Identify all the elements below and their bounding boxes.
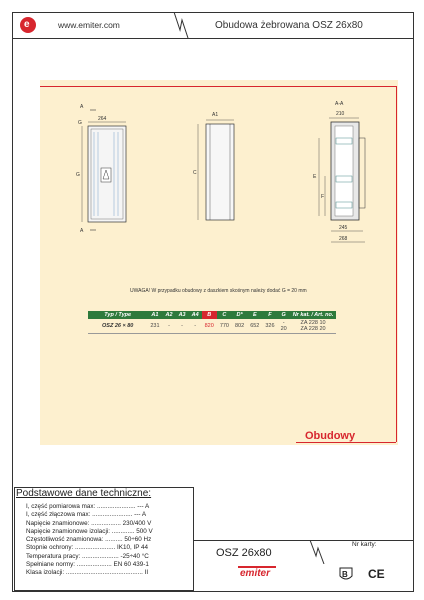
cell-g-1: - xyxy=(282,320,285,326)
basic-data-line: I, część złączowa max: ....................... --- A xyxy=(26,511,147,519)
col-header: D* xyxy=(232,311,247,319)
ce-mark: CE xyxy=(368,567,385,581)
front-section-label-bottom: A xyxy=(80,228,84,234)
basic-data-line: Stopnie ochrony: ....................... IK10, IP 44 xyxy=(26,544,149,552)
col-header: C xyxy=(217,311,232,319)
side-dim-height: C xyxy=(193,170,197,176)
cell-a3: - xyxy=(176,319,189,334)
header-divider xyxy=(12,38,414,39)
section-dim-top: 210 xyxy=(336,111,345,117)
cell-b: 820 xyxy=(202,319,217,334)
basic-data-line: Częstotliwość znamionowa: .......... 50÷60 Hz xyxy=(26,536,152,544)
dimensions-table xyxy=(88,311,336,334)
col-header: Typ / Type xyxy=(88,311,147,319)
basic-data-list xyxy=(26,503,153,578)
logo-letter: e xyxy=(24,19,30,30)
basic-data-line: I, część pomiarowa max: ...................... --- A xyxy=(26,503,150,510)
basic-data-line: Temperatura pracy: ..................... -25÷40 °C xyxy=(26,552,149,560)
page-title: Obudowa żebrowana OSZ 26x80 xyxy=(215,20,363,31)
col-header: Nr kat. / Art. no. xyxy=(290,311,337,319)
front-dim-height: G xyxy=(76,172,80,178)
basic-data-line: Spełniane normy: .................... EN 60 439-1 xyxy=(26,561,149,569)
cell-nr xyxy=(290,319,337,334)
col-header: A1 xyxy=(147,311,162,319)
side-dim-width: A1 xyxy=(212,112,219,118)
cell-g xyxy=(278,319,290,334)
section-view-drawing xyxy=(305,98,375,248)
front-view-drawing xyxy=(70,100,140,240)
section-dim-f: F xyxy=(321,194,325,200)
cell-nr-1: ZA 228 10 xyxy=(300,320,326,326)
cell-g-2: 20 xyxy=(280,326,287,332)
front-dim-width: 264 xyxy=(98,116,107,122)
basic-data-line: Klasa izolacji: ............................................ II xyxy=(26,569,149,577)
website-url[interactable]: www.emiter.com xyxy=(58,20,120,30)
basic-data-line: Napięcie znamionowe: ................. 230/400 V xyxy=(26,519,152,527)
cell-d: 802 xyxy=(232,319,247,334)
table-header-row xyxy=(88,311,336,319)
section-dim-245: 245 xyxy=(339,225,348,231)
cell-a4: - xyxy=(189,319,202,334)
card-number-label: Nr karty: xyxy=(352,541,377,548)
cell-a2: - xyxy=(163,319,176,334)
side-view-drawing xyxy=(190,108,250,228)
col-header: A2 xyxy=(163,311,176,319)
basic-data-title: Podstawowe dane techniczne: xyxy=(16,488,152,499)
cell-f: 326 xyxy=(262,319,277,334)
cell-a1: 231 xyxy=(147,319,162,334)
col-header: A4 xyxy=(189,311,202,319)
red-frame-right xyxy=(396,86,397,442)
section-dim-e: E xyxy=(313,174,317,180)
col-header: G xyxy=(278,311,290,319)
cell-c: 770 xyxy=(217,319,232,334)
emiter-logo xyxy=(20,17,36,33)
cell-nr-2: ZA 228 20 xyxy=(300,326,326,332)
b-mark-text: B xyxy=(342,570,348,579)
footer-zigzag-mark xyxy=(306,540,326,564)
red-frame-bottom xyxy=(296,442,396,443)
front-section-label-top: A xyxy=(80,104,84,110)
table-row xyxy=(88,319,336,334)
brand-logo: emiter xyxy=(240,568,271,579)
red-frame-top xyxy=(40,86,396,87)
col-header: E xyxy=(247,311,262,319)
col-header: F xyxy=(262,311,277,319)
section-dim-268: 268 xyxy=(339,236,348,242)
footer-divider xyxy=(194,540,414,541)
basic-data-line: Napięcie znamionowe izolacji: ............. 500 V xyxy=(26,527,153,535)
cell-type: OSZ 26 × 80 xyxy=(88,319,147,334)
col-header: B xyxy=(202,311,217,319)
section-label: A-A xyxy=(335,101,344,107)
front-left-mark: G xyxy=(78,120,82,126)
col-header: A3 xyxy=(176,311,189,319)
product-name: OSZ 26x80 xyxy=(216,547,272,559)
section-label: Obudowy xyxy=(305,430,356,442)
note-text: UWAGA! W przypadku obudowy z daszkiem skośnym należy dodać G = 20 mm xyxy=(130,288,307,294)
header-zigzag-mark xyxy=(170,12,190,38)
cell-e: 652 xyxy=(247,319,262,334)
